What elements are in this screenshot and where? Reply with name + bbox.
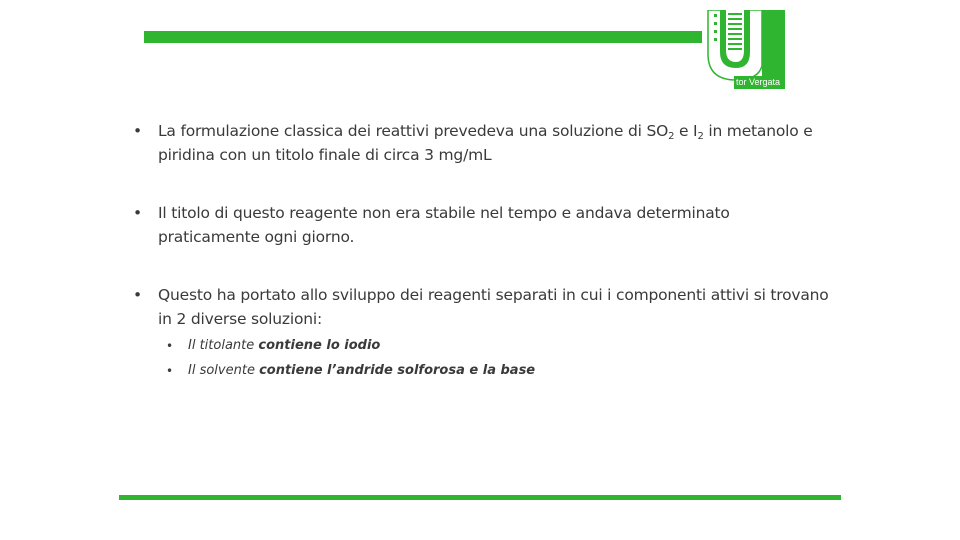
sub-bullet-dot: • <box>166 339 174 353</box>
bullet-text-part: in metanolo e piridina con un titolo finale di circa 3 mg/mL <box>158 122 813 164</box>
sub-bullet-item <box>130 336 830 356</box>
bottom-accent-bar <box>119 495 841 500</box>
bullet-item <box>130 283 830 331</box>
university-logo <box>706 10 785 89</box>
sub-bullet-dot: • <box>166 364 174 378</box>
slide-content <box>130 119 830 381</box>
subscript: 2 <box>668 131 675 142</box>
bullet-dot: • <box>133 204 142 222</box>
logo-text: tor Vergata <box>736 77 781 87</box>
top-accent-bar <box>144 31 702 43</box>
bullet-item <box>130 119 830 167</box>
bullet-text: Il titolo di questo reagente non era stabile nel tempo e andava determinato praticamente ogni giorno. <box>158 204 730 246</box>
sub-bullet-text-bold: contiene l’andride solforosa e la base <box>259 363 536 378</box>
bullet-text-part: La formulazione classica dei reattivi prevedeva una soluzione di SO <box>158 122 669 140</box>
sub-bullet-text-normal: Il solvente <box>188 363 260 378</box>
sub-bullet-text-normal: Il titolante <box>188 338 259 353</box>
bullet-dot: • <box>133 122 142 140</box>
subscript: 2 <box>697 131 704 142</box>
sub-bullet-text-bold: contiene lo iodio <box>258 338 381 353</box>
bullet-text-part: e I <box>674 122 698 140</box>
bullet-item <box>130 201 830 249</box>
bullet-dot: • <box>133 286 142 304</box>
bullet-text: Questo ha portato allo sviluppo dei reagenti separati in cui i componenti attivi si trovano in 2 diverse soluzioni: <box>158 286 829 328</box>
sub-bullet-item <box>130 361 830 381</box>
